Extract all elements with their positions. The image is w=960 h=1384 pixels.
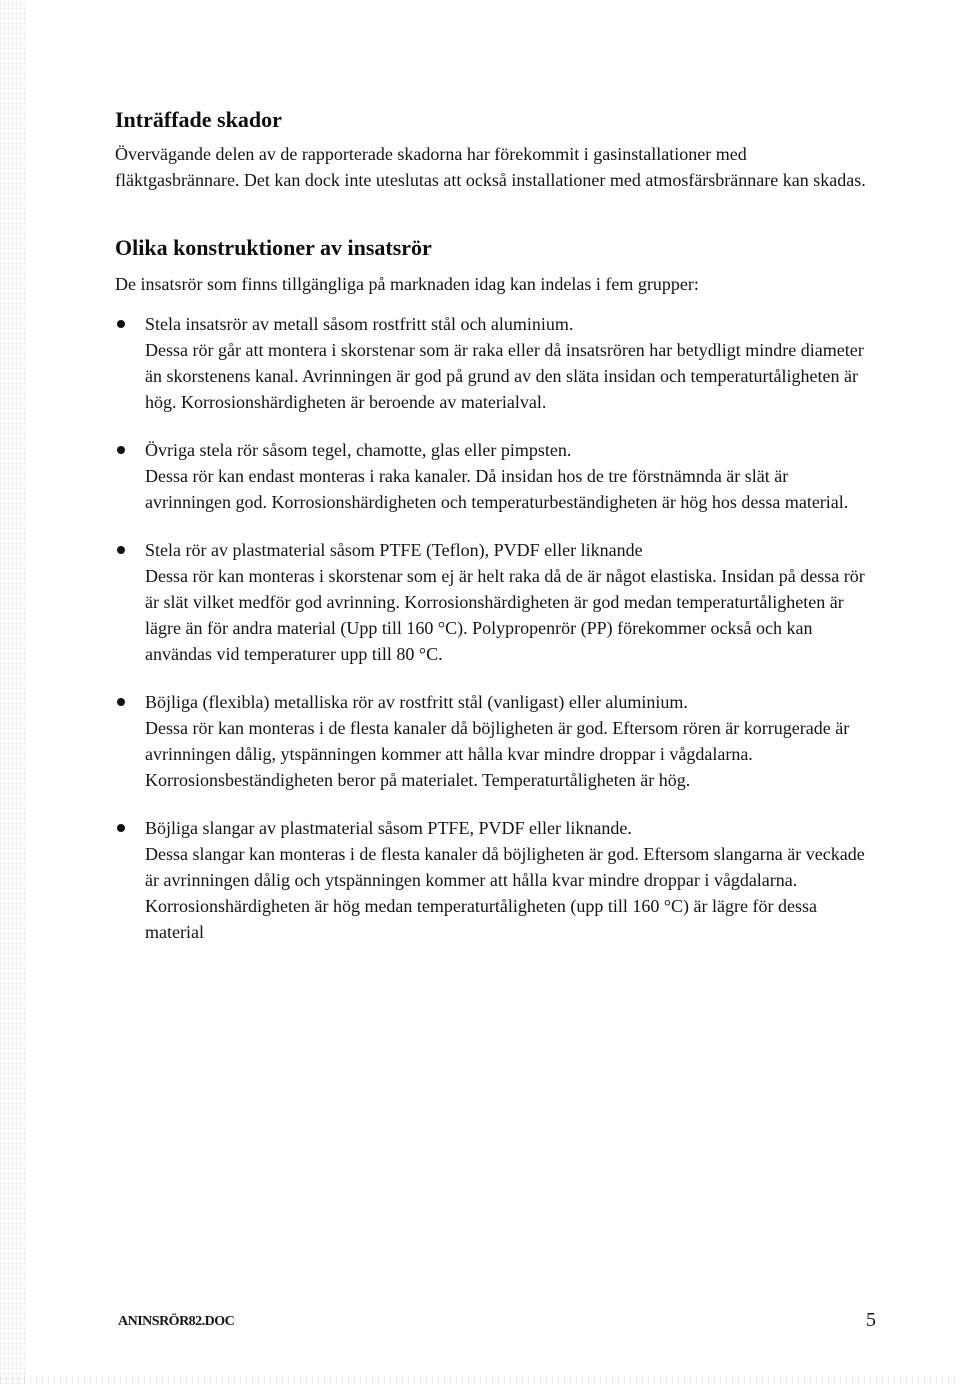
item-text: Dessa rör kan monteras i de flesta kanaler då böjligheten är god. Eftersom rören är korrugerade är avrinningen dålig, ytspänningen kommer att hålla kvar mindre droppar i vågdalarna. Korrosionsbeständigheten beror på materialet. Temperaturtåligheten är hög. (145, 718, 850, 790)
section-constructions (115, 233, 875, 945)
bullet-icon (117, 546, 125, 554)
group-list (115, 311, 875, 945)
list-item (115, 689, 875, 793)
item-text: Dessa rör går att montera i skorstenar som är raka eller då insatsrören har betydligt mindre diameter än skorstenens kanal. Avrinningen är god på grund av den släta insidan och temperaturtåligheten är hög. Korrosionshärdigheten är beroende av materialval. (145, 340, 864, 412)
item-title: Böjliga slangar av plastmaterial såsom PTFE, PVDF eller liknande. (145, 818, 632, 838)
item-title: Stela insatsrör av metall såsom rostfritt stål och aluminium. (145, 314, 574, 334)
scan-bottom-artifact (0, 1376, 960, 1384)
section-damages (115, 105, 875, 193)
item-text: Dessa slangar kan monteras i de flesta kanaler då böjligheten är god. Eftersom slangarna är veckade är avrinningen dålig och ytspänningen kommer att hålla kvar mindre droppar i vågdalarna. Korrosionshärdigheten är hög medan temperaturtåligheten (upp till 160 °C) är lägre för dessa material (145, 844, 865, 942)
page-number: 5 (866, 1309, 876, 1331)
footer-filename: ANINSRÖR82.DOC (118, 1314, 235, 1329)
list-item (115, 311, 875, 415)
section-intro: De insatsrör som finns tillgängliga på marknaden idag kan indelas i fem grupper: (115, 274, 699, 294)
list-item (115, 437, 875, 515)
bullet-icon (117, 320, 125, 328)
item-text: Dessa rör kan endast monteras i raka kanaler. Då insidan hos de tre förstnämnda är slät är avrinningen god. Korrosionshärdigheten och temperaturbeständigheten är hög hos dessa material. (145, 466, 849, 512)
section-heading: Olika konstruktioner av insatsrör (115, 235, 432, 260)
document-body (115, 105, 875, 967)
item-title: Böjliga (flexibla) metalliska rör av rostfritt stål (vanligast) eller aluminium. (145, 692, 688, 712)
bullet-icon (117, 824, 125, 832)
item-title: Stela rör av plastmaterial såsom PTFE (Teflon), PVDF eller liknande (145, 540, 643, 560)
list-item (115, 815, 875, 945)
bullet-icon (117, 446, 125, 454)
scan-edge-artifact (0, 0, 26, 1384)
item-title: Övriga stela rör såsom tegel, chamotte, glas eller pimpsten. (145, 440, 572, 460)
item-text: Dessa rör kan monteras i skorstenar som ej är helt raka då de är något elastiska. Insidan på dessa rör är slät vilket medför god avrinning. Korrosionshärdigheten är god medan temperaturtåligheten är lägre än för andra material (Upp till 160 °C). Polypropenrör (PP) förekommer också och kan användas vid temperaturer upp till 80 °C. (145, 566, 865, 664)
section-heading: Inträffade skador (115, 107, 282, 132)
bullet-icon (117, 698, 125, 706)
list-item (115, 537, 875, 667)
section-paragraph: Övervägande delen av de rapporterade skadorna har förekommit i gasinstallationer med fläktgasbrännare. Det kan dock inte uteslutas att också installationer med atmosfärsbrännare kan skadas. (115, 144, 866, 190)
